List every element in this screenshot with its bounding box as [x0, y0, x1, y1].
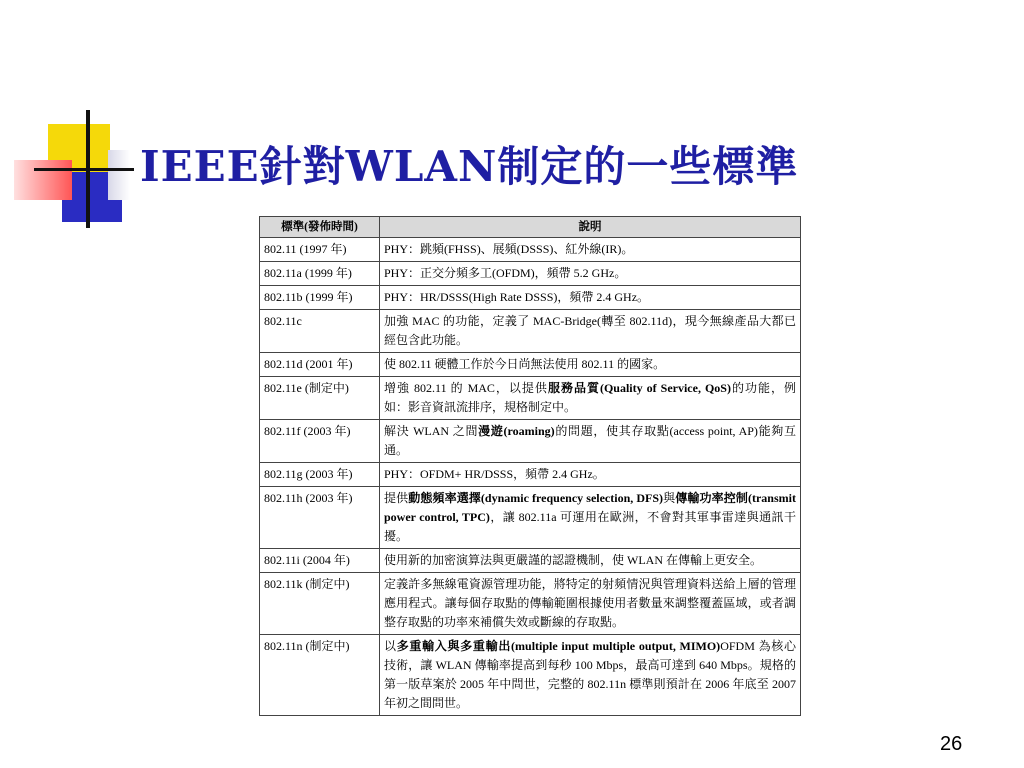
- description-cell: 提供動態頻率選擇(dynamic frequency selection, DFS)與傳輸功率控制(transmit power control, TPC)，讓 802.11a 可運用在歐洲，不會對其軍事雷達與通訊干擾。: [380, 487, 801, 549]
- description-cell: 定義許多無線電資源管理功能，將特定的射頻情況與管理資料送給上層的管理應用程式。讓每個存取點的傳輸範圍根據使用者數量來調整覆蓋區域，或者調整存取點的功率來補償失效或斷線的存取點。: [380, 573, 801, 635]
- table-row: [260, 635, 801, 716]
- table-row: [260, 238, 801, 262]
- table-row: [260, 487, 801, 549]
- table-row: [260, 549, 801, 573]
- standards-table: [259, 216, 801, 716]
- description-cell: 使用新的加密演算法與更嚴謹的認證機制，使 WLAN 在傳輸上更安全。: [380, 549, 801, 573]
- standard-cell: 802.11e (制定中): [260, 377, 380, 420]
- standard-cell: 802.11f (2003 年): [260, 420, 380, 463]
- slide-title: IEEE針對WLAN制定的一些標準: [140, 142, 799, 191]
- description-cell: 使 802.11 硬體工作於今日尚無法使用 802.11 的國家。: [380, 353, 801, 377]
- header-description: 說明: [380, 217, 801, 238]
- description-cell: 以多重輸入與多重輸出(multiple input multiple output, MIMO)OFDM 為核心技術，讓 WLAN 傳輸率提高到每秒 100 Mbps，最高可達到 640 Mbps。規格的第一版草案於 2005 年中問世，完整的 802.11n 標準則預計在 2006 年底至 2007 年初之間問世。: [380, 635, 801, 716]
- table-header-row: [260, 217, 801, 238]
- standard-cell: 802.11k (制定中): [260, 573, 380, 635]
- standard-cell: 802.11i (2004 年): [260, 549, 380, 573]
- header-standard: 標準(發佈時間): [260, 217, 380, 238]
- table-row: [260, 420, 801, 463]
- table-row: [260, 463, 801, 487]
- decor-horizontal-line: [34, 168, 134, 171]
- table-row: [260, 310, 801, 353]
- decor-shadow: [108, 150, 130, 200]
- table-row: [260, 353, 801, 377]
- standard-cell: 802.11 (1997 年): [260, 238, 380, 262]
- table-row: [260, 286, 801, 310]
- table-row: [260, 573, 801, 635]
- description-cell: PHY：正交分頻多工(OFDM)，頻帶 5.2 GHz。: [380, 262, 801, 286]
- description-cell: PHY：跳頻(FHSS)、展頻(DSSS)、紅外線(IR)。: [380, 238, 801, 262]
- standard-cell: 802.11a (1999 年): [260, 262, 380, 286]
- standard-cell: 802.11c: [260, 310, 380, 353]
- table-row: [260, 377, 801, 420]
- standard-cell: 802.11g (2003 年): [260, 463, 380, 487]
- description-cell: 解決 WLAN 之間漫遊(roaming)的問題，使其存取點(access point, AP)能夠互通。: [380, 420, 801, 463]
- description-cell: 增強 802.11 的 MAC，以提供服務品質(Quality of Service, QoS)的功能，例如：影音資訊流排序，規格制定中。: [380, 377, 801, 420]
- standard-cell: 802.11n (制定中): [260, 635, 380, 716]
- description-cell: PHY：OFDM+ HR/DSSS，頻帶 2.4 GHz。: [380, 463, 801, 487]
- description-cell: PHY：HR/DSSS(High Rate DSSS)，頻帶 2.4 GHz。: [380, 286, 801, 310]
- standard-cell: 802.11h (2003 年): [260, 487, 380, 549]
- description-cell: 加強 MAC 的功能，定義了 MAC-Bridge(轉至 802.11d)，現今無線產品大都已經包含此功能。: [380, 310, 801, 353]
- table-row: [260, 262, 801, 286]
- standard-cell: 802.11b (1999 年): [260, 286, 380, 310]
- page-number: 26: [940, 733, 963, 755]
- decor-red-square: [14, 160, 72, 200]
- standard-cell: 802.11d (2001 年): [260, 353, 380, 377]
